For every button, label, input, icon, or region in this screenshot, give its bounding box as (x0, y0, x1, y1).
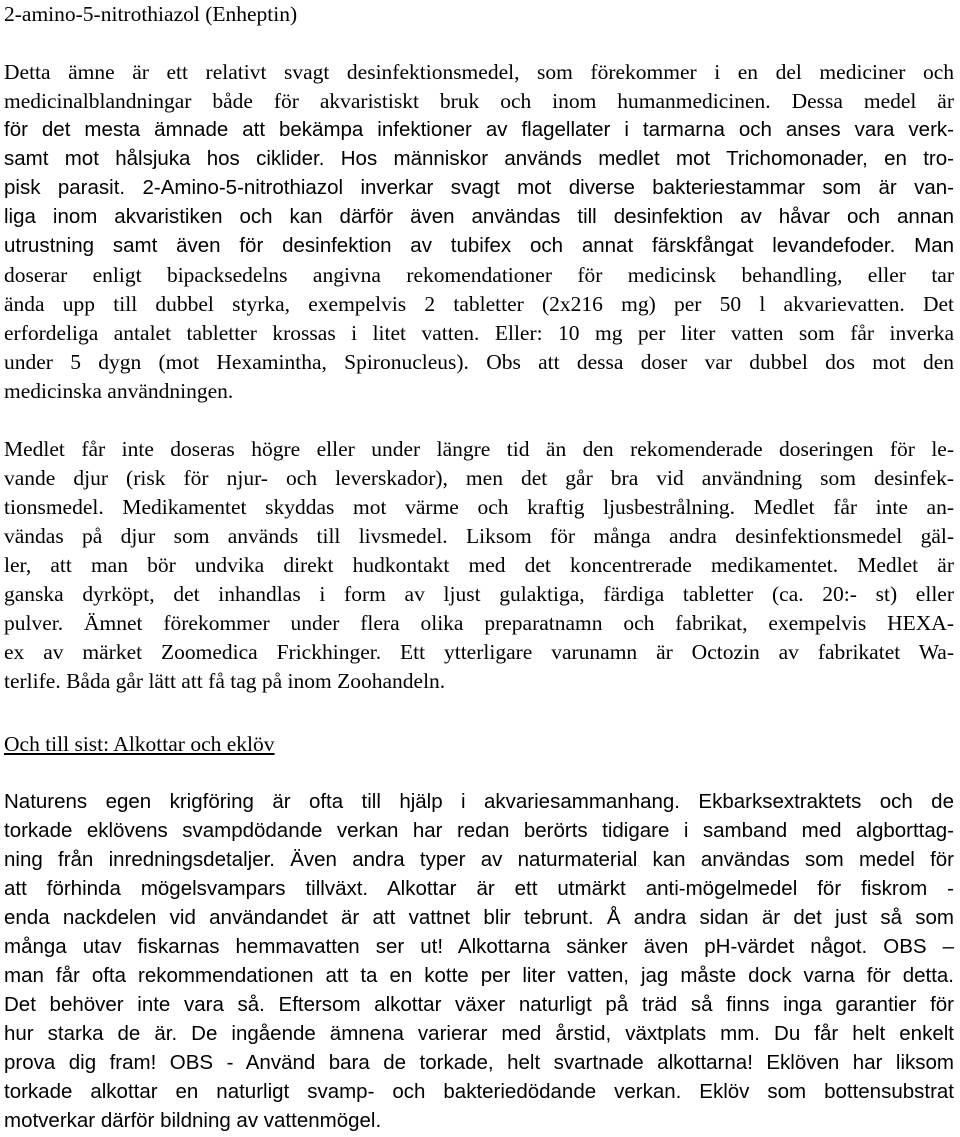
section-heading: Och till sist: Alkottar och eklöv (4, 732, 275, 756)
paragraph-line: utrustning samt även för desinfektion av tubifex och annat färskfångat levandefoder. Man (4, 234, 954, 257)
paragraph-line: terlife. Båda går lätt att få tag på inom Zoohandeln. (4, 669, 446, 693)
paragraph-line: doserar enligt bipacksedelns angivna rekomendationer för medicinsk behandling, eller tar (4, 263, 954, 287)
paragraph-line: torkade eklövens svampdödande verkan har redan berörts tidigare i samband med algborttag- (4, 819, 954, 842)
paragraph-line: vändas på djur som används till livsmedel. Liksom för många andra desinfektionsmedel gäl- (4, 524, 954, 548)
paragraph-line: samt mot hålsjuka hos ciklider. Hos människor används medlet mot Trichomonader, en tro- (4, 147, 954, 170)
paragraph-line: pisk parasit. 2-Amino-5-nitrothiazol inverkar svagt mot diverse bakteriestammar som är van- (4, 176, 954, 199)
paragraph-line: under 5 dygn (mot Hexamintha, Spironucleus). Obs att dessa doser var dubbel dos mot den (4, 350, 954, 374)
paragraph-line: för det mesta ämnade att bekämpa infektioner av flagellater i tarmarna och anses vara verk- (4, 118, 954, 141)
paragraph-line: prova dig fram! OBS - Använd bara de torkade, helt svartnade alkottarna! Eklöven har liksom (4, 1051, 954, 1074)
paragraph-line: Detta ämne är ett relativt svagt desinfektionsmedel, som förekommer i en del mediciner och (4, 60, 954, 84)
paragraph-line: ända upp till dubbel styrka, exempelvis 2 tabletter (2x216 mg) per 50 l akvarievatten. Det (4, 292, 954, 316)
paragraph-line: man får ofta rekommendationen att ta en kotte per liter vatten, jag måste dock varna för detta. (4, 964, 954, 987)
paragraph-line: Medlet får inte doseras högre eller under längre tid än den rekomenderade doseringen för le- (4, 437, 954, 461)
paragraph-line: pulver. Ämnet förekommer under flera olika preparatnamn och fabrikat, exempelvis HEXA- (4, 611, 954, 635)
paragraph-line: Det behöver inte vara så. Eftersom alkottar växer naturligt på träd så finns inga garantier för (4, 993, 954, 1016)
paragraph-line: Naturens egen krigföring är ofta till hjälp i akvariesammanhang. Ekbarksextraktets och de (4, 790, 954, 813)
paragraph-line: enda nackdelen vid användandet är att vattnet blir tebrunt. Å andra sidan är det just så som (4, 906, 954, 929)
paragraph-line: medicinska användningen. (4, 379, 234, 403)
paragraph-line: tionsmedel. Medikamentet skyddas mot värme och kraftig ljusbestrålning. Medlet får inte an- (4, 495, 954, 519)
paragraph-line: torkade alkottar en naturligt svamp- och bakteriedödande verkan. Eklöv som bottensubstrat (4, 1080, 954, 1103)
paragraph-line: hur starka de är. De ingående ämnena varierar med årstid, växtplats mm. Du får helt enkelt (4, 1022, 954, 1045)
document-title: 2-amino-5-nitrothiazol (Enheptin) (4, 2, 298, 26)
paragraph-line: många utav fiskarnas hemmavatten ser ut! Alkottarna sänker även pH-värdet något. OBS – (4, 935, 954, 958)
paragraph-line: erfordeliga antalet tabletter krossas i litet vatten. Eller: 10 mg per liter vatten som får inverka (4, 321, 954, 345)
paragraph-line: ler, att man bör undvika direkt hudkontakt med det koncentrerade medikamentet. Medlet är (4, 553, 954, 577)
paragraph-line: liga inom akvaristiken och kan därför även användas till desinfektion av håvar och annan (4, 205, 954, 228)
paragraph-line: vande djur (risk för njur- och leverskador), men det går bra vid användning som desinfek- (4, 466, 954, 490)
paragraph-line: medicinalblandningar både för akvaristiskt bruk och inom humanmedicinen. Dessa medel är (4, 89, 954, 113)
paragraph-line: ganska dyrköpt, det inhandlas i form av ljust gulaktiga, färdiga tabletter (ca. 20:- st) eller (4, 582, 954, 606)
paragraph-line: ning från inredningsdetaljer. Även andra typer av naturmaterial kan användas som medel för (4, 848, 954, 871)
paragraph-line: att förhinda mögelsvampars tillväxt. Alkottar är ett utmärkt anti-mögelmedel för fiskrom - (4, 877, 954, 900)
paragraph-line: ex av märket Zoomedica Frickhinger. Ett ytterligare varunamn är Octozin av fabrikatet Wa- (4, 640, 954, 664)
paragraph-line: motverkar därför bildning av vattenmögel. (4, 1109, 382, 1132)
